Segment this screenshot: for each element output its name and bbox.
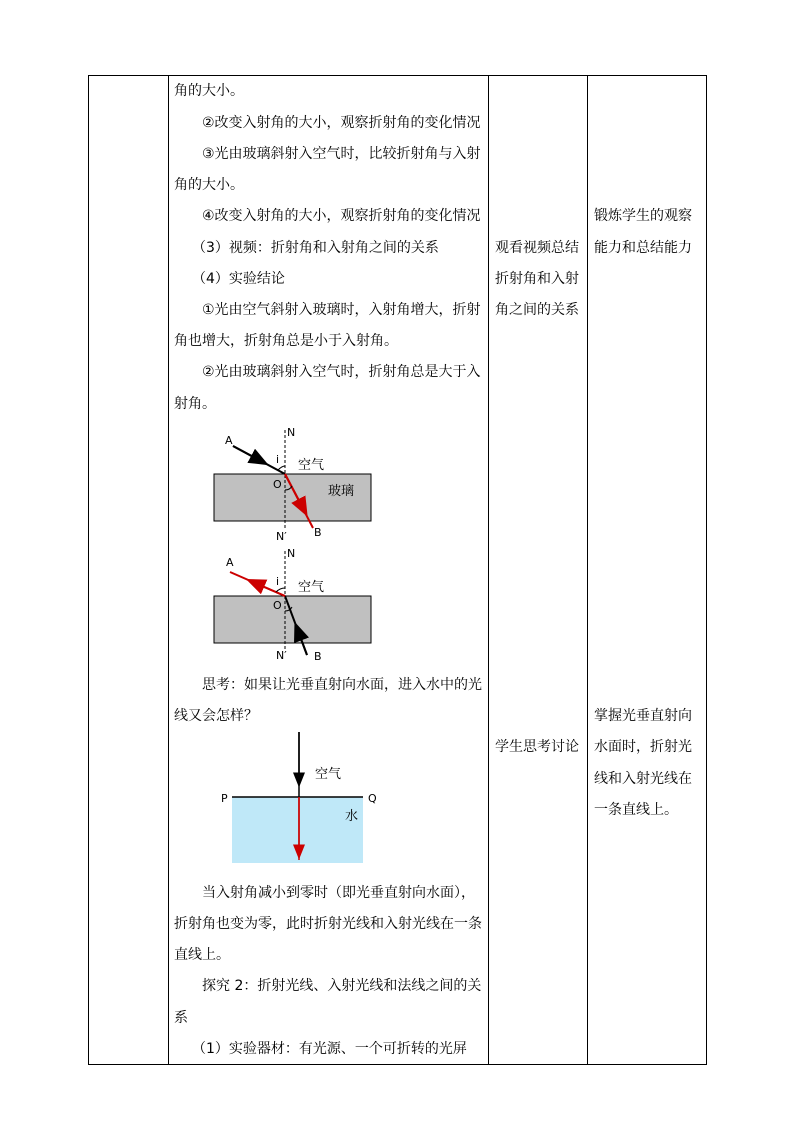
text-line: 当入射角减小到零时（即光垂直射向水面）， [202,885,475,901]
text-line: 射角。 [174,396,216,412]
column-divider [587,76,588,1064]
text-line: 系 [174,1010,188,1026]
text-line: 线又会怎样？ [174,708,258,724]
refraction-air-to-glass-diagram [210,420,390,550]
student-activity-line: 角之间的关系 [495,302,579,318]
water-area [232,797,363,863]
column-divider [488,76,489,1064]
text-line: 折射角也变为零，此时折射光线和入射光线在一条 [174,916,482,932]
student-activity-line: 观看视频总结 [495,240,579,256]
label-i: i [276,575,280,588]
label-N-prime: N′ [276,649,287,662]
text-line: ①光由空气斜射入玻璃时，入射角增大，折射 [202,302,481,318]
label-O: O [273,478,282,491]
label-Q: Q [368,792,377,805]
label-air: 空气 [298,580,325,595]
label-i: i [276,453,280,466]
label-O: O [273,599,282,612]
label-B: B [314,650,322,663]
label-air: 空气 [298,458,325,473]
text-line: （3）视频：折射角和入射角之间的关系 [192,240,439,256]
column-divider [168,76,169,1064]
text-line: ③光由玻璃斜射入空气时，比较折射角与入射 [202,146,481,162]
label-water: 水 [345,809,359,824]
text-line: ②改变入射角的大小，观察折射角的变化情况 [202,115,481,131]
text-line: 角的大小。 [174,177,244,193]
design-intent-line: 一条直线上。 [594,802,678,818]
label-air: 空气 [315,767,342,782]
design-intent-line: 锻炼学生的观察 [594,208,692,224]
design-intent-line: 能力和总结能力 [594,240,692,256]
text-line: 角的大小。 [174,83,244,99]
perpendicular-incidence-water-diagram [215,730,385,870]
label-N-prime: N′ [276,530,287,543]
label-B: B [314,526,322,539]
text-line: 探究 2：折射光线、入射光线和法线之间的关 [202,978,482,994]
design-intent-line: 线和入射光线在 [594,771,692,787]
label-A: A [225,434,233,447]
student-activity-line: 折射角和入射 [495,271,579,287]
label-N: N [287,426,296,439]
text-line: （4）实验结论 [192,271,285,287]
text-line: ④改变入射角的大小，观察折射角的变化情况 [202,208,481,224]
design-intent-line: 掌握光垂直射向 [594,708,692,724]
label-A: A [226,556,234,569]
refraction-glass-to-air-diagram [210,543,390,668]
label-glass: 玻璃 [328,484,355,499]
student-activity-line: 学生思考讨论 [495,739,579,755]
text-line: ②光由玻璃斜射入空气时，折射角总是大于入 [202,364,481,380]
text-line: 直线上。 [174,947,230,963]
text-line: （1）实验器材：有光源、一个可折转的光屏 [192,1041,467,1057]
glass-block [214,596,371,643]
design-intent-line: 水面时，折射光 [594,739,692,755]
text-line: 角也增大，折射角总是小于入射角。 [174,333,398,349]
label-N: N [287,547,296,560]
label-P: P [221,792,228,805]
text-line: 思考：如果让光垂直射向水面，进入水中的光 [202,677,482,693]
